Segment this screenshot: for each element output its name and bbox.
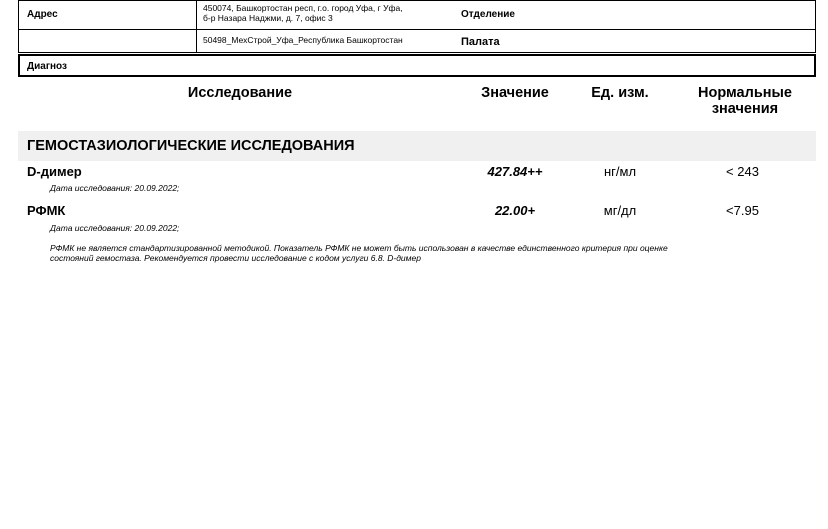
test-normal-d-dimer: < 243 xyxy=(726,164,759,179)
test-unit-rfmk: мг/дл xyxy=(603,203,637,218)
test-normal-rfmk: <7.95 xyxy=(726,203,759,218)
rfmk-note-line1: РФМК не является стандартизированной методикой. Показатель РФМК не может быть использован в качестве единственного критерия при оценке xyxy=(50,243,668,253)
test-unit-d-dimer: нг/мл xyxy=(603,164,637,179)
test-value-d-dimer: 427.84++ xyxy=(487,164,543,179)
header-normal xyxy=(680,85,810,117)
patient-info-col-divider xyxy=(196,0,197,53)
header-unit: Ед. изм. xyxy=(591,85,649,101)
diagnosis-label: Диагноз xyxy=(27,61,67,72)
rfmk-note xyxy=(50,243,820,263)
test-date-d-dimer: Дата исследования: 20.09.2022; xyxy=(50,183,180,193)
test-name-d-dimer: D-димер xyxy=(27,164,82,179)
organization-value: 50498_МехСтрой_Уфа_Республика Башкортостан xyxy=(203,35,403,45)
address-value-line1: 450074, Башкортостан респ, г.о. город Уфа, г Уфа, xyxy=(203,3,403,13)
address-value xyxy=(203,4,453,23)
address-label: Адрес xyxy=(27,9,58,20)
header-study: Исследование xyxy=(187,85,293,101)
ward-label: Палата xyxy=(461,36,500,48)
test-name-rfmk: РФМК xyxy=(27,203,66,218)
test-date-rfmk: Дата исследования: 20.09.2022; xyxy=(50,223,180,233)
address-value-line2: б-р Назара Наджми, д. 7, офис 3 xyxy=(203,12,333,23)
patient-info-divider xyxy=(18,29,816,30)
header-value: Значение xyxy=(481,85,549,101)
section-title: ГЕМОСТАЗИОЛОГИЧЕСКИЕ ИССЛЕДОВАНИЯ xyxy=(27,138,355,154)
rfmk-note-line2: состояний гемостаза. Рекомендуется провести исследование с кодом услуги 6.8. D-димер xyxy=(50,253,421,263)
diagnosis-frame xyxy=(18,54,816,77)
header-normal-line1: Нормальные xyxy=(698,85,792,101)
test-value-rfmk: 22.00+ xyxy=(494,203,536,218)
header-normal-line2: значения xyxy=(711,101,779,117)
department-label: Отделение xyxy=(461,9,515,20)
